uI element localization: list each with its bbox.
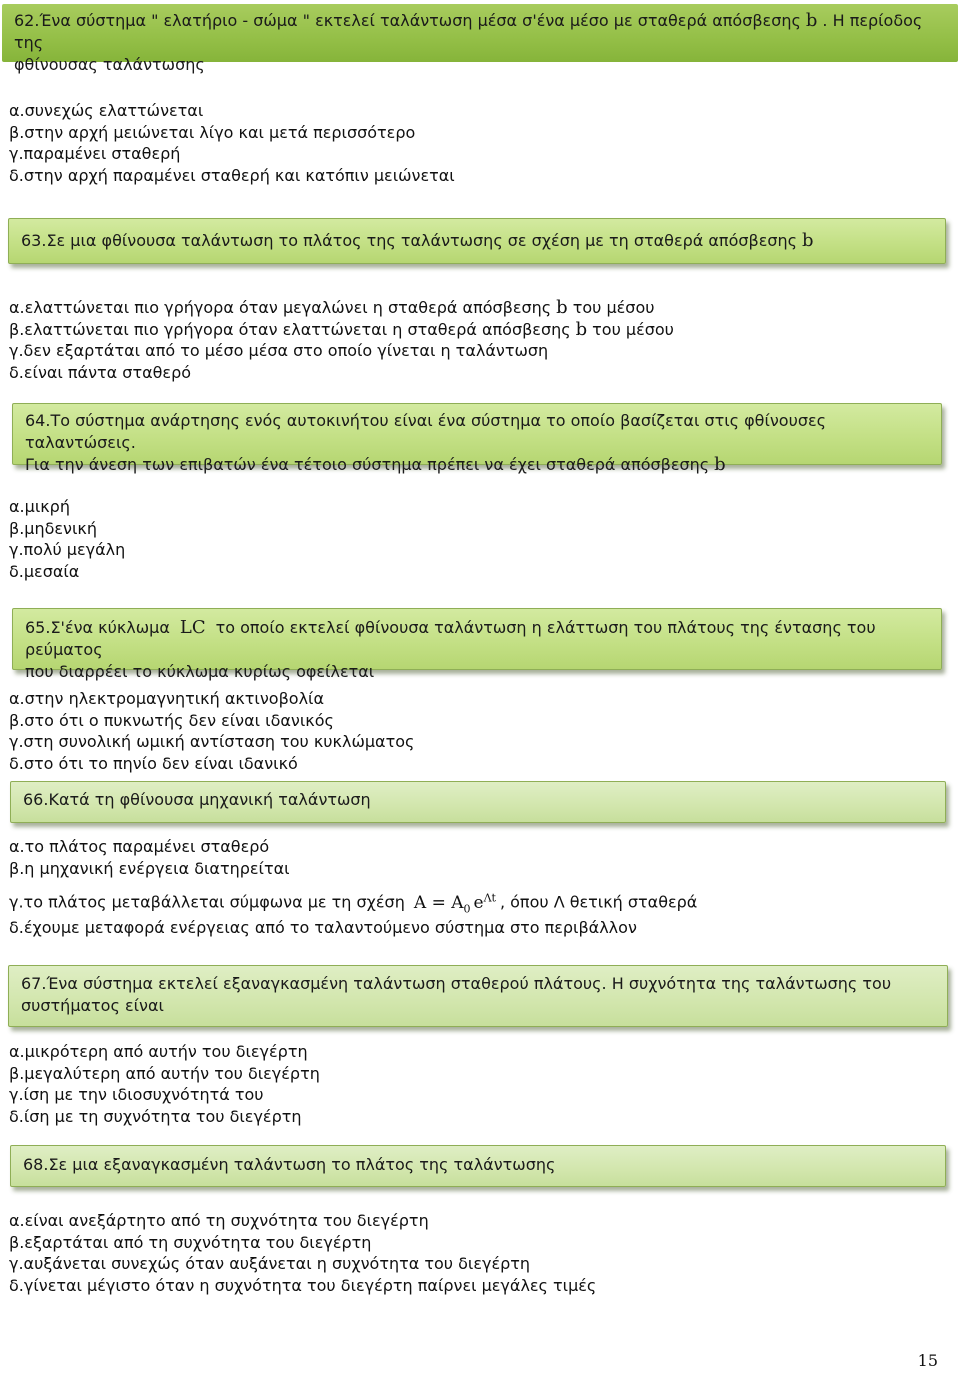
answer-65-c: γ.στη συνολική ωμική αντίσταση του κυκλώματος: [9, 732, 415, 751]
answer-66-c: γ.το πλάτος μεταβάλλεται σύμφωνα με τη σχέση $A = A_0$ $e^{\Lambda t}$ , όπου Λ θετική σταθερά: [9, 891, 698, 916]
answer-68-c: γ.αυξάνεται συνεχώς όταν αυξάνεται η συχνότητα του διεγέρτη: [9, 1254, 531, 1273]
answer-66-b: β.η μηχανική ενέργεια διατηρείται: [9, 859, 290, 878]
answer-63-a: α.ελαττώνεται πιο γρήγορα όταν μεγαλώνει η σταθερά απόσβεσης b του μέσου: [9, 297, 655, 318]
question-62-box: [2, 4, 958, 74]
question-62-line2: φθίνουσας ταλάντωσης: [14, 55, 205, 74]
answers-66: [9, 836, 697, 939]
question-62-line1: 62.Ένα σύστημα " ελατήριο - σώμα " εκτελεί ταλάντωση μέσα σ'ένα μέσο με σταθερά απόσβεσης b . Η περίοδος της: [14, 10, 923, 52]
question-64-box: [12, 403, 942, 475]
answer-63-b: β.ελαττώνεται πιο γρήγορα όταν ελαττώνεται η σταθερά απόσβεσης b του μέσου: [9, 318, 674, 340]
symbol-b: b: [556, 297, 568, 318]
page-number: 15: [917, 1351, 938, 1370]
formula-amplitude: $A = A_0$ $e^{\Lambda t}$: [413, 891, 496, 916]
question-65-box: [12, 608, 942, 681]
answer-68-d: δ.γίνεται μέγιστο όταν η συχνότητα του διεγέρτη παίρνει μεγάλες τιμές: [9, 1275, 597, 1295]
question-65-line1: 65.Σ'ένα κύκλωμα LC το οποίο εκτελεί φθίνουσα ταλάντωση η ελάττωση του πλάτους της έντασης του ρεύματος: [25, 617, 876, 659]
answer-62-d: δ.στην αρχή παραμένει σταθερή και κατόπιν μειώνεται: [9, 165, 455, 185]
symbol-b: b: [802, 230, 814, 251]
answer-63-c: γ.δεν εξαρτάται από το μέσο μέσα στο οποίο γίνεται η ταλάντωση: [9, 341, 549, 360]
answer-67-c: γ.ίση με την ιδιοσυχνότητά του: [9, 1085, 264, 1104]
answers-65: [9, 688, 414, 774]
answer-64-c: γ.πολύ μεγάλη: [9, 540, 126, 559]
answer-68-a: α.είναι ανεξάρτητο από τη συχνότητα του διεγέρτη: [9, 1211, 429, 1230]
question-66-box: 66.Κατά τη φθίνουσα μηχανική ταλάντωση: [10, 781, 946, 823]
answers-68: [9, 1210, 596, 1296]
answer-64-a: α.μικρή: [9, 497, 70, 516]
answer-64-d: δ.μεσαία: [9, 561, 80, 581]
question-64-line1: 64.Το σύστημα ανάρτησης ενός αυτοκινήτου είναι ένα σύστημα το οποίο βασίζεται στις φθίνουσες ταλαντώσεις.: [25, 411, 827, 452]
answer-62-b: β.στην αρχή μειώνεται λίγο και μετά περισσότερο: [9, 122, 416, 142]
answer-65-b: β.στο ότι ο πυκνωτής δεν είναι ιδανικός: [9, 710, 334, 730]
symbol-b: b: [805, 10, 818, 31]
symbol-b: b: [714, 454, 726, 475]
answer-62-a: α.συνεχώς ελαττώνεται: [9, 101, 204, 120]
answer-65-a: α.στην ηλεκτρομαγνητική ακτινοβολία: [9, 689, 324, 708]
answer-66-d: δ.έχουμε μεταφορά ενέργειας από το ταλαντούμενο σύστημα στο περιβάλλον: [9, 918, 637, 937]
answer-65-d: δ.στο ότι το πηνίο δεν είναι ιδανικό: [9, 753, 298, 773]
answer-68-b: β.εξαρτάται από τη συχνότητα του διεγέρτη: [9, 1232, 372, 1252]
question-67-box: [8, 965, 948, 1027]
question-67-line2: συστήματος είναι: [21, 996, 164, 1015]
question-67-line1: 67.Ένα σύστημα εκτελεί εξαναγκασμένη ταλάντωση σταθερού πλάτους. Η συχνότητα της ταλάντωσης του: [21, 974, 892, 993]
answer-67-a: α.μικρότερη από αυτήν του διεγέρτη: [9, 1042, 308, 1061]
answers-67: [9, 1041, 320, 1127]
answer-64-b: β.μηδενική: [9, 518, 97, 538]
answers-63: [9, 297, 674, 383]
answer-63-d: δ.είναι πάντα σταθερό: [9, 362, 192, 382]
answer-67-d: δ.ίση με τη συχνότητα του διεγέρτη: [9, 1106, 302, 1126]
answer-62-c: γ.παραμένει σταθερή: [9, 144, 181, 163]
answers-64: [9, 496, 125, 582]
question-68-box: 68.Σε μια εξαναγκασμένη ταλάντωση το πλάτος της ταλάντωσης: [10, 1145, 946, 1187]
question-63-box: 63.Σε μια φθίνουσα ταλάντωση το πλάτος της ταλάντωσης σε σχέση με τη σταθερά απόσβεσης b: [8, 218, 946, 264]
answers-62: [9, 100, 455, 186]
answer-66-a: α.το πλάτος παραμένει σταθερό: [9, 837, 270, 856]
symbol-lc: LC: [179, 617, 206, 638]
answer-67-b: β.μεγαλύτερη από αυτήν του διεγέρτη: [9, 1063, 320, 1083]
question-64-line2: Για την άνεση των επιβατών ένα τέτοιο σύστημα πρέπει να έχει σταθερά απόσβεσης b: [25, 454, 931, 476]
question-65-line2: που διαρρέει το κύκλωμα κυρίως οφείλεται: [25, 662, 375, 681]
symbol-b: b: [575, 318, 588, 340]
